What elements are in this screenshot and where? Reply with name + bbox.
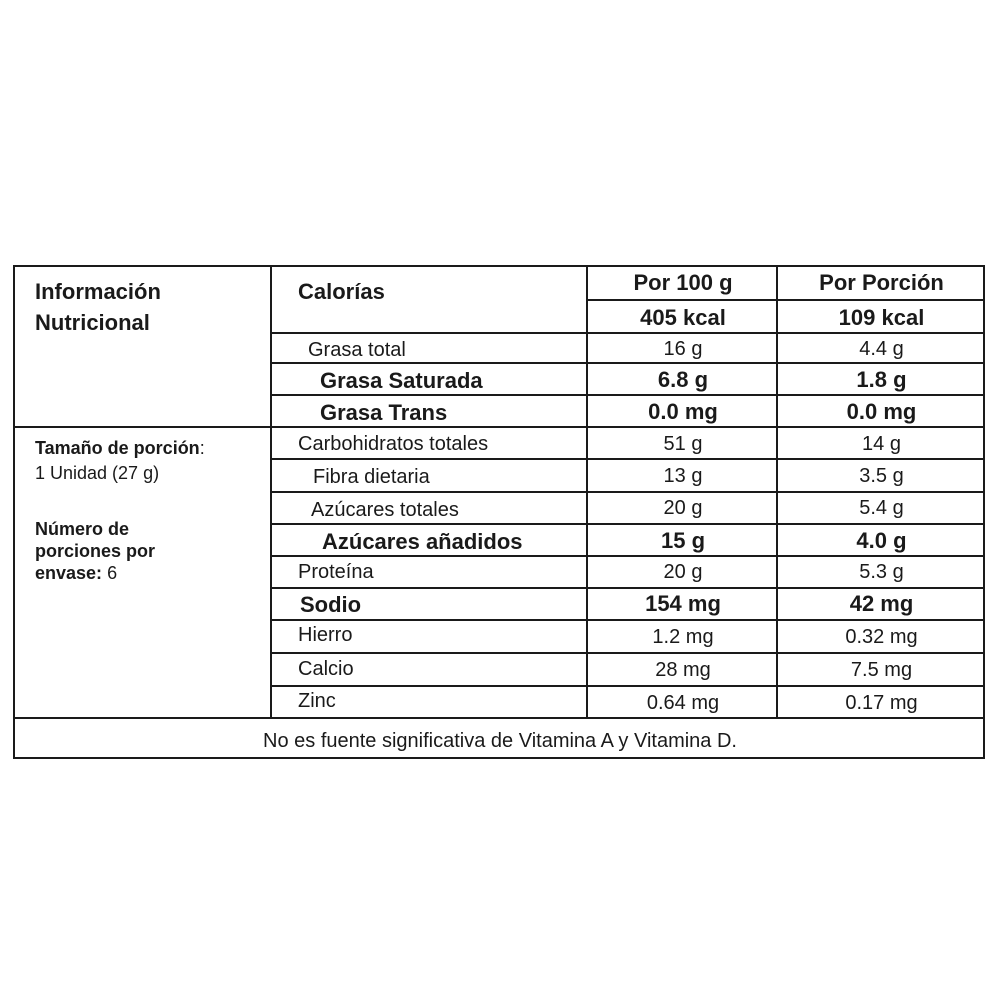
servings-value: 6 [107, 563, 118, 583]
row-per100-zinc: 0.64 mg [646, 692, 720, 714]
divider [270, 523, 985, 525]
kcal-portion: 109 kcal [838, 305, 925, 330]
row-name-carbohidratos: Carbohidratos totales [298, 433, 489, 455]
serving-size-value: 1 Unidad (27 g) [35, 463, 160, 483]
row-portion-azucares-totales: 5.4 g [859, 497, 904, 519]
row-name-azucares-anadidos: Azúcares añadidos [322, 529, 523, 554]
row-name-grasa-saturada: Grasa Saturada [320, 368, 483, 393]
row-portion-calcio: 7.5 mg [850, 659, 913, 681]
servings-label-line1: Número de [35, 519, 130, 539]
divider [270, 332, 985, 334]
row-per100-proteina: 20 g [663, 561, 703, 583]
row-per100-azucares-totales: 20 g [663, 497, 703, 519]
divider [15, 426, 985, 428]
divider [270, 555, 985, 557]
row-portion-grasa-trans: 0.0 mg [846, 399, 917, 424]
row-portion-sodio: 42 mg [849, 591, 914, 616]
row-portion-fibra: 3.5 g [859, 465, 904, 487]
row-portion-grasa-saturada: 1.8 g [856, 367, 907, 392]
row-per100-calcio: 28 mg [655, 659, 711, 681]
row-per100-grasa-trans: 0.0 mg [648, 399, 718, 424]
serving-size-label [35, 439, 205, 457]
row-name-sodio: Sodio [300, 592, 362, 617]
divider [586, 299, 985, 301]
divider [270, 491, 985, 493]
servings-label-text: envase: [35, 563, 103, 583]
divider [270, 394, 985, 396]
divider [15, 717, 985, 719]
row-per100-sodio: 154 mg [645, 591, 721, 616]
row-name-hierro: Hierro [298, 624, 353, 646]
divider [270, 458, 985, 460]
divider [270, 652, 985, 654]
servings-label-line3 [35, 564, 117, 582]
divider [270, 685, 985, 687]
kcal-per100: 405 kcal [640, 305, 726, 330]
row-name-zinc: Zinc [298, 690, 336, 712]
row-portion-hierro: 0.32 mg [845, 626, 918, 648]
footer-note: No es fuente significativa de Vitamina A y Vitamina D. [263, 730, 737, 752]
serving-size-label-text: Tamaño de porción [35, 438, 200, 458]
row-portion-zinc: 0.17 mg [845, 692, 918, 714]
panel-title-line2: Nutricional [35, 310, 150, 335]
row-portion-grasa-total: 4.4 g [859, 338, 904, 360]
row-name-proteina: Proteína [298, 561, 374, 583]
divider [270, 587, 985, 589]
row-name-fibra: Fibra dietaria [313, 466, 430, 488]
row-per100-hierro: 1.2 mg [652, 626, 714, 648]
servings-label-line2: porciones por [35, 541, 156, 561]
row-name-azucares-totales: Azúcares totales [311, 499, 459, 521]
nutrition-facts-table [13, 265, 985, 759]
row-per100-carbohidratos: 51 g [663, 433, 703, 455]
row-per100-fibra: 13 g [663, 465, 703, 487]
row-per100-grasa-saturada: 6.8 g [657, 367, 709, 392]
serving-size-colon: : [199, 438, 205, 458]
row-per100-grasa-total: 16 g [663, 338, 703, 360]
row-name-grasa-trans: Grasa Trans [320, 400, 448, 425]
divider [270, 362, 985, 364]
calories-label: Calorías [298, 279, 385, 304]
col-per100-header: Por 100 g [633, 270, 733, 295]
row-portion-carbohidratos: 14 g [862, 433, 901, 455]
panel-title-line1: Información [35, 279, 161, 304]
row-portion-proteina: 5.3 g [859, 561, 904, 583]
row-portion-azucares-anadidos: 4.0 g [856, 528, 907, 553]
row-name-grasa-total: Grasa total [308, 339, 406, 361]
row-name-calcio: Calcio [298, 658, 354, 680]
row-per100-azucares-anadidos: 15 g [660, 528, 706, 553]
col-portion-header: Por Porción [819, 270, 944, 295]
divider [270, 619, 985, 621]
